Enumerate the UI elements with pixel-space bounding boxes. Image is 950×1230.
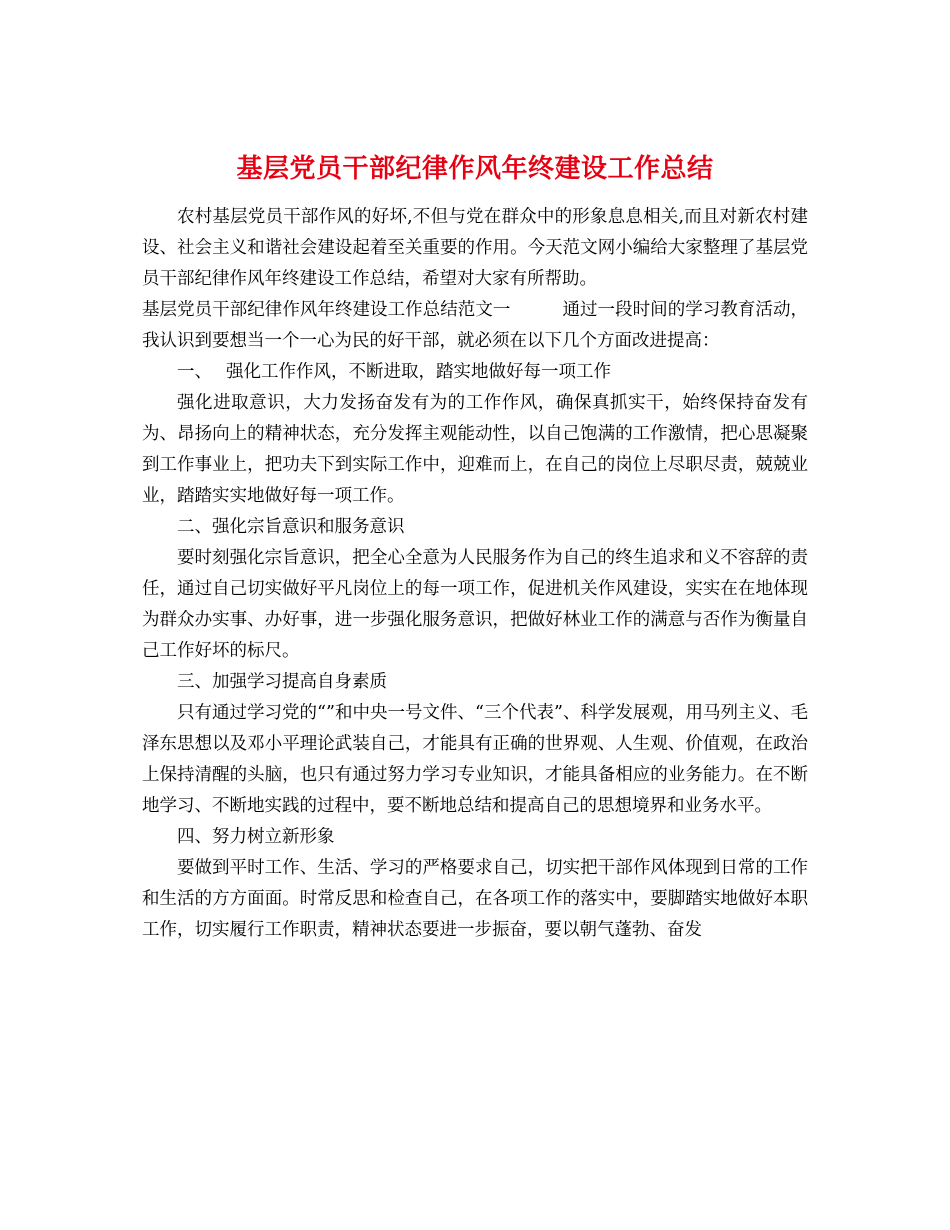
section-heading-text: 强化工作作风，不断进取，踏实地做好每一项工作 (226, 362, 611, 382)
sample-title: 基层党员干部纪律作风年终建设工作总结范文一 (142, 300, 511, 320)
section-body-4: 要做到平时工作、生活、学习的严格要求自己，切实把干部作风体现到日常的工作和生活的方方面面。时常反思和检查自己，在各项工作的落实中，要脚踏实地做好本职工作，切实履行工作职责，精神状态要进一步振奋，要以朝气蓬勃、奋发 (142, 858, 808, 940)
section-body-1: 强化进取意识，大力发扬奋发有为的工作作风，确保真抓实干，始终保持奋发有为、昂扬向上的精神状态，充分发挥主观能动性，以自己饱满的工作激情，把心思凝聚到工作事业上，把功夫下到实际工作中，迎难而上，在自己的岗位上尽职尽责，兢兢业业，踏踏实实地做好每一项工作。 (142, 393, 808, 506)
section-body-3: 只有通过学习党的“”和中央一号文件、“三个代表”、科学发展观，用马列主义、毛泽东思想以及邓小平理论武装自己，才能具有正确的世界观、人生观、价值观，在政治上保持清醒的头脑，也只有通过努力学习专业知识，才能具备相应的业务能力。在不断地学习、不断地实践的过程中，要不断地总结和提高自己的思想境界和业务水平。 (142, 703, 808, 816)
section-heading-text: 努力树立新形象 (212, 827, 335, 847)
page-title: 基层党员干部纪律作风年终建设工作总结 (236, 154, 714, 185)
section-number: 四、 (177, 827, 212, 847)
document-body (142, 202, 808, 946)
intro-paragraph: 农村基层党员干部作风的好坏,不但与党在群众中的形象息息相关,而且对新农村建设、社会主义和谐社会建设起着至关重要的作用。今天范文网小编给大家整理了基层党员干部纪律作风年终建设工作总结，希望对大家有所帮助。 (142, 207, 808, 289)
section-number: 一、 (177, 362, 212, 382)
section-body-2: 要时刻强化宗旨意识，把全心全意为人民服务作为自己的终生追求和义不容辞的责任，通过自己切实做好平凡岗位上的每一项工作，促进机关作风建设，实实在在地体现为群众办实事、办好事，进一步强化服务意识，把做好林业工作的满意与否作为衡量自己工作好坏的标尺。 (142, 548, 808, 661)
section-heading-4 (142, 822, 808, 853)
section-heading-3 (142, 667, 808, 698)
section-number: 三、 (177, 672, 212, 692)
section-heading-1 (142, 357, 808, 388)
section-heading-text: 加强学习提高自身素质 (212, 672, 387, 692)
sample-paragraph (142, 295, 808, 357)
section-heading-text: 强化宗旨意识和服务意识 (212, 517, 405, 537)
section-heading-2 (142, 512, 808, 543)
section-number: 二、 (177, 517, 212, 537)
sample-intro: 通过一段时间的学习教育活动，我认识到要想当一个一心为民的好干部，就必须在以下几个方面改进提高： (142, 300, 809, 351)
